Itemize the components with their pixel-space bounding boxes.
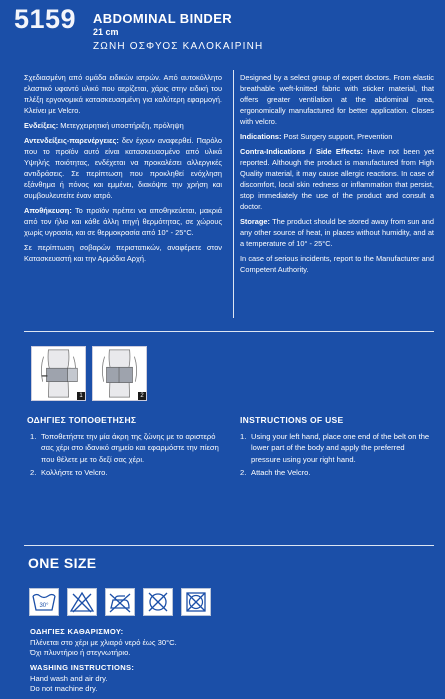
- product-title: ABDOMINAL BINDER: [93, 11, 233, 26]
- greek-indications: Ενδείξεις: Μετεγχειρητική υποστήριξη, πρόληψη: [24, 120, 184, 130]
- wash-temp-label: 30°: [39, 603, 49, 609]
- no-iron-icon: [105, 588, 135, 616]
- divider-top: [24, 331, 434, 332]
- washing-title-english: WASHING INSTRUCTIONS:: [30, 663, 135, 672]
- wash-30-icon: [29, 588, 59, 616]
- figure-step-2: [92, 346, 147, 401]
- english-storage: Storage: The product should be stored away from sun and any other source of heat, in places without humidity, and at a temperature of 10° - 25°C.: [240, 216, 434, 249]
- no-dry-clean-icon: [143, 588, 173, 616]
- list-item: 1. Using your left hand, place one end of the belt on the lower part of the body and apply the preferred pressure using your right hand.: [240, 432, 430, 464]
- product-size: 21 cm: [93, 27, 119, 37]
- greek-instructions-list: [30, 431, 226, 481]
- english-instructions-title: INSTRUCTIONS OF USE: [240, 415, 344, 425]
- product-title-greek: ΖΩΝΗ ΟΣΦΥΟΣ ΚΑΛΟΚΑΙΡΙΝΗ: [93, 41, 264, 52]
- column-divider: [233, 70, 234, 318]
- washing-line-english-1: Hand wash and air dry.: [30, 673, 108, 683]
- greek-description: [24, 72, 222, 267]
- no-tumble-dry-icon: [181, 588, 211, 616]
- english-description: [240, 72, 434, 278]
- greek-instructions-title: ΟΔΗΓΙΕΣ ΤΟΠΟΘΕΤΗΣΗΣ: [27, 415, 137, 425]
- greek-storage: Αποθήκευση: Το προϊόν πρέπει να αποθηκεύεται, μακριά από τον ήλιο και κάθε άλλη πηγή θερμότητας, σε χώρους χωρίς υγρασία, και σε θερμοκρασία από 10° - 25°C.: [24, 205, 222, 237]
- care-icons: [29, 588, 211, 616]
- no-bleach-icon: [67, 588, 97, 616]
- greek-serious-incidents: Σε περίπτωση σοβαρών περιστατικών, αναφέρετε στον Κατασκευαστή και την Αρμόδια Αρχή.: [24, 242, 222, 263]
- figure-number-2: 2: [138, 392, 146, 400]
- list-item: 2. Κολλήστε το Velcro.: [30, 468, 108, 478]
- greek-contraindications: Αντενδείξεις-παρενέργειες: δεν έχουν αναφερθεί. Παρόλο που το προϊόν αυτό είναι κατασκευασμένο από υλικά Υψηλής ποιότητας, ενδέχεται να προκαλέσει αλλεργικές αντιδράσεις. Σε περίπτωση που προκληθεί ενόχληση εξάνθημα ή πόνος και εμμένει, διακόψτε την χρήση και συμβουλευτείτε έναν ιατρό.: [24, 135, 222, 201]
- figure-step-1: [31, 346, 86, 401]
- one-size-label: ONE SIZE: [28, 555, 97, 571]
- list-item: 2. Attach the Velcro.: [240, 468, 311, 478]
- english-contraindications: Contra-Indications / Side Effects: Have not been yet reported. Although the product is manufactured from High Quality material, it may cause allergic reactions. In case of discomfort, local skin redness or inflammation that persist, stop immediately the use of the product and consult a doctor.: [240, 146, 435, 212]
- english-intro: Designed by a select group of expert doctors. From elastic breathable weft-knitted fabric with sticker material, that offers greater ventilation at the abdominal area, ergonomically manufactured for better application. Closes with velcro.: [240, 73, 434, 127]
- english-instructions-list: [240, 431, 434, 481]
- english-serious-incidents: In case of serious incidents, report to the Manufacturer and Competent Authority.: [240, 253, 434, 274]
- english-indications: Indications: Post Surgery support, Prevention: [240, 132, 393, 142]
- divider-bottom: [24, 545, 434, 546]
- product-code: 5159: [14, 4, 77, 34]
- list-item: 1. Τοποθετήστε την μία άκρη της ζώνης με το αριστερό σας χέρι στο ιδανικό σημείο και εφαρμόστε την πίεση που θέλετε με το δεξί σας χέρι.: [30, 432, 219, 464]
- washing-line-greek-2: Όχι πλυντήριο ή στεγνωτήριο.: [30, 648, 131, 658]
- washing-line-english-2: Do not machine dry.: [30, 684, 98, 694]
- washing-instructions-greek: [30, 627, 177, 659]
- washing-line-greek-1: Πλένεται στο χέρι με χλιαρό νερό έως 30°C.: [30, 637, 177, 647]
- greek-intro: Σχεδιασμένη από ομάδα ειδικών ιατρών. Από αυτοκόλλητο ελαστικό υφαντό υλικό που αερίζεται, χάρις στην ειδική του πλέξη εργονομικά κατασκευασμένη για καλύτερη εφαρμογή. Κλείνει με Velcro.: [24, 73, 222, 116]
- washing-title-greek: ΟΔΗΓΙΕΣ ΚΑΘΑΡΙΣΜΟΥ:: [30, 627, 124, 636]
- figure-number-1: 1: [77, 392, 85, 400]
- washing-instructions-english: [30, 663, 134, 695]
